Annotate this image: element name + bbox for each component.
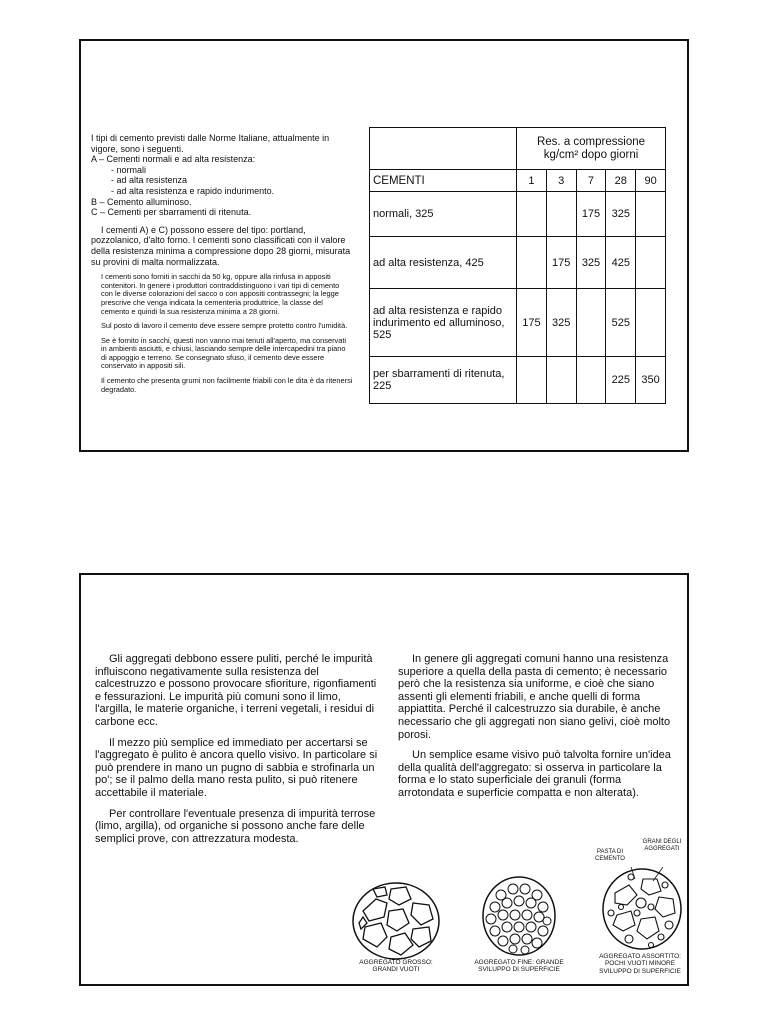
aggregates-left-column [95,653,380,853]
cell-value: 175 [517,289,547,357]
header-line: Res. a compressione [536,135,646,148]
row-label: per sbarramenti di ritenuta, 225 [370,357,517,404]
list-item: B – Cemento alluminoso. [91,196,192,207]
figure-caption: AGGREGATO ASSORTITO: POCHI VUOTI MINORE SVILUPPO DI SUPERFICIE [599,953,681,975]
list-subitem: - ad alta resistenza e rapido indurimento. [111,185,275,196]
cell-value: 175 [576,192,606,237]
cell-value: 175 [546,237,576,289]
day-header: 90 [636,170,666,192]
cell-value [636,192,666,237]
cement-strength-table [369,127,666,403]
storage-paragraph: I cementi sono forniti in sacchi da 50 kg, oppure alla rinfusa in appositi contenitori. In genere i produttori contraddistinguono i vari tipi di cemento con le diverse colorazioni del sacco o con appositi contrassegni; la legge prescrive che venga indicata la cementeria produttrice, la classe del cemento e quindi la sua resistenza minima a 28 giorni. [101,272,340,316]
table-row [370,357,666,404]
cell-value: 325 [546,289,576,357]
list-subitem: - normali [111,164,147,175]
list-subitem: - ad alta resistenza [111,175,188,186]
figure-caption: AGGREGATO FINE: GRANDE SVILUPPO DI SUPERFICIE [474,959,564,974]
row-label: normali, 325 [370,192,517,237]
paragraph: In genere gli aggregati comuni hanno una resistenza superiore a quella della pasta di cemento; è necessario però che la resistenza sia uniforme, e cioè che siano assenti gli elementi friabili, e anche quelli di forma appiattita. Perché il calcestruzzo sia durabile, è anche necessario che gli aggregati non siano gelivi, cioè molto porosi. [398,653,671,741]
coarse-aggregate-illustration [351,881,441,961]
table-header-strength [517,128,666,170]
storage-paragraph: Se è fornito in sacchi, questi non vanno mai tenuti all'aperto, ma conservati in ambienti asciutti, e chiusi, lasciando sempre delle intercapedini tra piano di appoggio e terreno. Se consegnato sfuso, il cemento deve essere conservato in appositi sili. [101,335,347,371]
aggregates-right-column [398,653,678,808]
list-item [91,154,353,196]
table-row [370,289,666,357]
paragraph: Gli aggregati debbono essere puliti, perché le impurità influiscono negativamente sulla resistenza del calcestruzzo e possono provocare sfioriture, rigonfiamenti e fessurazioni. Le impurità più comuni sono il limo, l'argilla, le materie organiche, i terreni vegetali, i residui di carbone ecc. [95,653,377,728]
storage-paragraph: Il cemento che presenta grumi non facilmente friabili con le dita è da ritenersi degradato. [101,376,353,394]
day-header: 3 [546,170,576,192]
day-header: 1 [517,170,547,192]
table-row [370,192,666,237]
cell-value [546,357,576,404]
paragraph: Per controllare l'eventuale presenza di impurità terrose (limo, argilla), od organiche si possono anche fare delle semplici prove, con attrezzatura modesta. [95,807,376,845]
cement-classification-paragraph: I cementi A) e C) possono essere del tipo: portland, pozzolanico, d'alto forno. I cementi sono classificati con il valore della resistenza minima a compressione dopo 28 giorni, misurata su provini di malta normalizzata. [91,224,351,267]
label-cement-paste: PASTA DI CEMENTO [595,849,625,862]
cement-text-column [91,133,353,394]
cell-value [517,357,547,404]
label-aggregate-grains: GRANI DEGLI AGGREGATI [642,839,682,852]
storage-paragraph: Sul posto di lavoro il cemento deve essere sempre protetto contro l'umidità. [101,321,348,331]
header-line: kg/cm² dopo giorni [543,148,639,161]
graded-aggregate-illustration [601,867,683,951]
cell-value [636,289,666,357]
list-item-label: A – Cementi normali e ad alta resistenza: [91,154,256,165]
figure-caption: AGGREGATO GROSSO: GRANDI VUOTI [359,959,433,974]
day-header: 7 [576,170,606,192]
cell-value: 325 [576,237,606,289]
cement-intro: I tipi di cemento previsti dalle Norme Italiane, attualmente in vigore, sono i seguenti. [91,133,330,154]
slide-aggregates [79,573,689,986]
table-corner [370,128,517,170]
cell-value [517,192,547,237]
cell-value: 350 [636,357,666,404]
table-row-header: CEMENTI [370,170,517,192]
row-label: ad alta resistenza e rapido indurimento ed alluminoso, 525 [370,289,517,357]
cell-value: 225 [606,357,636,404]
fine-aggregate-illustration [481,875,557,957]
list-item: C – Cementi per sbarramenti di ritenuta. [91,207,252,218]
cell-value [576,289,606,357]
cell-value: 525 [606,289,636,357]
table-row [370,237,666,289]
cell-value [517,237,547,289]
paragraph: Un semplice esame visivo può talvolta fornire un'idea della qualità dell'aggregato: si osserva in particolare la forma e lo stato superficiale dei granuli (forma arrotondata e superficie compatta e non alterata). [398,749,671,799]
cell-value: 325 [606,192,636,237]
cell-value [576,357,606,404]
paragraph: Il mezzo più semplice ed immediato per accertarsi se l'aggregato è pulito è ancora quello visivo. In particolare si può prendere in mano un pugno di sabbia e strofinarla un po'; se il palmo della mano resta pulito, si può ritenere accettabile il materiale. [95,736,378,799]
day-header: 28 [606,170,636,192]
cell-value [636,237,666,289]
cement-type-list [91,154,353,218]
row-label: ad alta resistenza, 425 [370,237,517,289]
cell-value: 425 [606,237,636,289]
slide-cement-types [79,39,689,452]
cell-value [546,192,576,237]
